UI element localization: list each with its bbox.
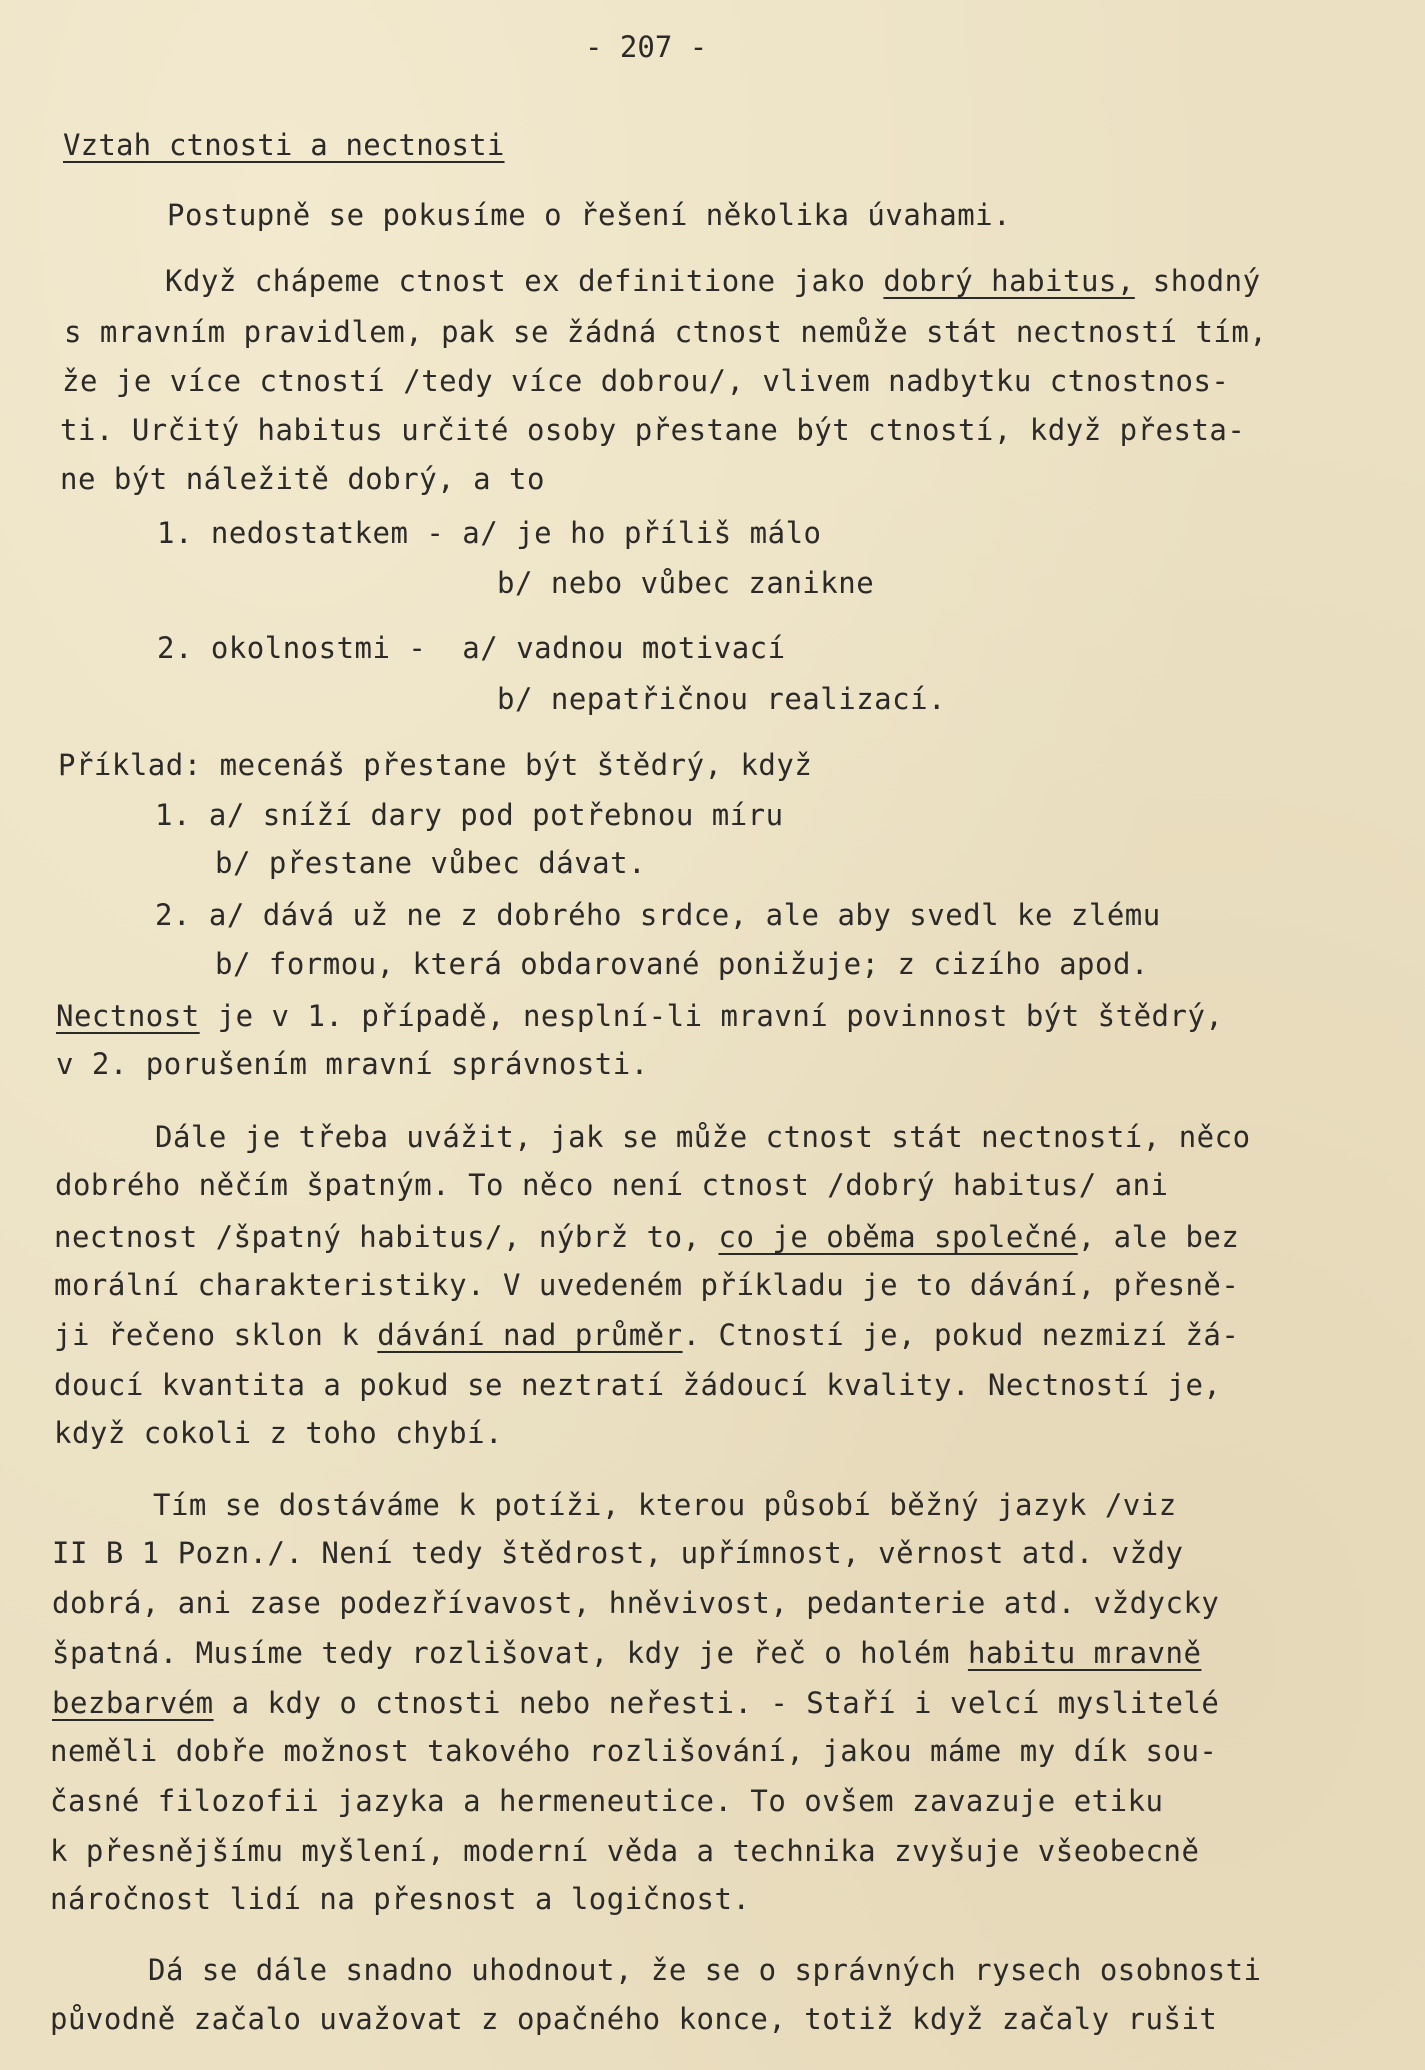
list-item: 2. okolnostmi - a/ vadnou motivací	[157, 631, 786, 665]
list-item: 1. nedostatkem - a/ je ho příliš málo	[157, 516, 822, 550]
underlined-text: bezbarvém	[52, 1686, 214, 1720]
text-run: nectnost /špatný habitus/, nýbrž to,	[54, 1220, 719, 1254]
list-item: b/ přestane vůbec dávat.	[215, 846, 647, 880]
list-item: b/ formou, která obdarované ponižuje; z cizího apod.	[215, 947, 1149, 981]
text-run: je v 1. případě, nesplní-li mravní povinnost být štědrý,	[199, 999, 1224, 1033]
paragraph-line	[165, 264, 1261, 298]
underlined-text: co je oběma společné	[718, 1220, 1078, 1254]
paragraph-line	[52, 1636, 1201, 1670]
page-number: - 207 -	[585, 30, 708, 64]
paragraph-line: Postupně se pokusíme o řešení několika úvahami.	[167, 198, 1012, 232]
paragraph-line: časné filozofii jazyka a hermeneutice. To ovšem zavazuje etiku	[50, 1784, 1164, 1818]
text-run: , ale bez	[1077, 1220, 1240, 1254]
paragraph-line	[56, 999, 1223, 1033]
paragraph-line: když cokoli z toho chybí.	[54, 1416, 503, 1450]
paragraph-line	[54, 1220, 1239, 1254]
paragraph-line: ti. Určitý habitus určité osoby přestane být ctností, když přesta-	[60, 413, 1246, 447]
section-heading: Vztah ctnosti a nectnosti	[63, 128, 505, 162]
paragraph-line: k přesnějšímu myšlení, moderní věda a technika zvyšuje všeobecně	[50, 1834, 1200, 1868]
paragraph-line: Tím se dostáváme k potíži, kterou působí běžný jazyk /viz	[153, 1488, 1177, 1522]
paragraph-line	[52, 1686, 1219, 1720]
list-item: 2. a/ dává už ne z dobrého srdce, ale aby svedl ke zlému	[155, 898, 1161, 932]
paragraph-line: dobrá, ani zase podezřívavost, hněvivost, pedanterie atd. vždycky	[52, 1586, 1220, 1620]
list-item: 1. a/ sníží dary pod potřebnou míru	[155, 798, 784, 832]
underlined-text: dobrý habitus,	[883, 264, 1135, 298]
list-item: b/ nepatřičnou realizací.	[497, 682, 946, 716]
list-item: b/ nebo vůbec zanikne	[497, 566, 875, 600]
text-run: . Ctností je, pokud nezmizí žá-	[682, 1318, 1240, 1352]
text-run: ji řečeno sklon k	[54, 1318, 378, 1352]
text-run: špatná. Musíme tedy rozlišovat, kdy je řeč o holém	[52, 1636, 968, 1670]
example-intro: Příklad: mecenáš přestane být štědrý, když	[58, 748, 813, 782]
paragraph-line: doucí kvantita a pokud se neztratí žádoucí kvality. Nectností je,	[54, 1368, 1222, 1402]
paragraph-line: dobrého něčím špatným. To něco není ctnost /dobrý habitus/ ani	[55, 1168, 1169, 1202]
paragraph-line: morální charakteristiky. V uvedeném příkladu je to dávání, přesně-	[54, 1268, 1240, 1302]
paragraph-line: ne být náležitě dobrý, a to	[60, 462, 545, 496]
text-run: shodný	[1134, 264, 1261, 298]
paragraph-line: Dále je třeba uvážit, jak se může ctnost stát nectností, něco	[155, 1120, 1251, 1154]
paragraph-line: v 2. porušením mravní správnosti.	[56, 1047, 649, 1081]
text-run: a kdy o ctnosti nebo neřesti. - Staří i velcí myslitelé	[213, 1686, 1220, 1720]
paragraph-line: s mravním pravidlem, pak se žádná ctnost nemůže stát nectností tím,	[64, 315, 1268, 349]
underlined-text: dávání nad průměr	[377, 1318, 683, 1352]
paragraph-line: neměli dobře možnost takového rozlišování, jakou máme my dík sou-	[50, 1734, 1218, 1768]
underlined-text: habitu mravně	[967, 1636, 1202, 1670]
text-run: Když chápeme ctnost ex definitione jako	[165, 264, 884, 298]
paragraph-line: II B 1 Pozn./. Není tedy štědrost, upřímnost, věrnost atd. vždy	[52, 1536, 1184, 1570]
paragraph-line: náročnost lidí na přesnost a logičnost.	[50, 1882, 751, 1916]
paragraph-line	[54, 1318, 1239, 1352]
paragraph-line: původně začalo uvažovat z opačného konce, totiž když začaly rušit	[50, 2002, 1218, 2036]
paragraph-line: že je více ctností /tedy více dobrou/, vlivem nadbytku ctnostnos-	[62, 364, 1230, 398]
paragraph-line: Dá se dále snadno uhodnout, že se o správných rysech osobnosti	[148, 1953, 1262, 1987]
underlined-text: Nectnost	[56, 999, 200, 1033]
